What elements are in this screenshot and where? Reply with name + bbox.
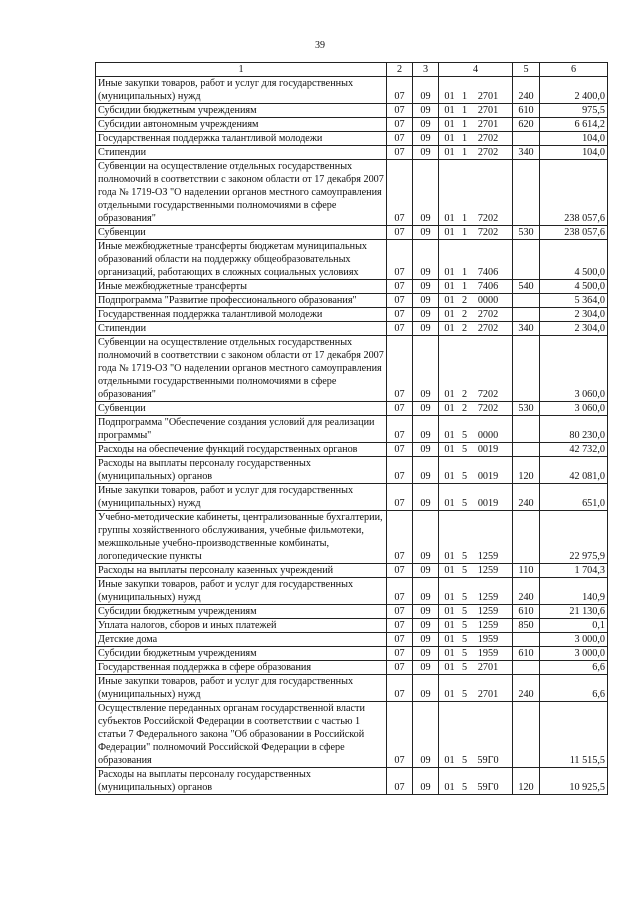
row-section: 07: [387, 104, 413, 118]
table-row: [96, 104, 608, 118]
row-amount: 21 130,6: [540, 605, 608, 619]
row-subsection: 09: [413, 280, 439, 294]
header-cell: 4: [439, 63, 513, 77]
code-program: 01: [444, 565, 455, 576]
code-direction: 1259: [477, 551, 499, 562]
header-cell: 5: [513, 63, 540, 77]
code-subprogram: 1: [461, 105, 468, 116]
row-section: 07: [387, 484, 413, 511]
row-amount: 42 732,0: [540, 443, 608, 457]
code-program: 01: [444, 498, 455, 509]
row-amount: 3 000,0: [540, 647, 608, 661]
row-expense-type: 850: [513, 619, 540, 633]
row-subsection: 09: [413, 294, 439, 308]
code-subprogram: 5: [461, 565, 468, 576]
row-name: Иные закупки товаров, работ и услуг для государственных (муниципальных) нужд: [96, 77, 387, 104]
row-expense-type: 340: [513, 146, 540, 160]
code-subprogram: 1: [461, 281, 468, 292]
code-direction: 0019: [477, 471, 499, 482]
code-program: 01: [444, 91, 455, 102]
table-row: [96, 511, 608, 564]
code-subprogram: 5: [461, 430, 468, 441]
row-subsection: 09: [413, 118, 439, 132]
row-target-code: [439, 605, 513, 619]
row-subsection: 09: [413, 104, 439, 118]
code-program: 01: [444, 471, 455, 482]
table-row: [96, 484, 608, 511]
row-name: Субвенции на осуществление отдельных государственных полномочий в соответствии с законом области от 17 декабря 2007 года № 1719-ОЗ "О наделении органов местного самоуправления отдельными государственными полномочиями в сфере образования": [96, 160, 387, 226]
table-row: [96, 118, 608, 132]
row-target-code: [439, 564, 513, 578]
code-program: 01: [444, 323, 455, 334]
row-expense-type: 340: [513, 322, 540, 336]
row-amount: 975,5: [540, 104, 608, 118]
table-row: [96, 661, 608, 675]
row-name: Субвенции: [96, 226, 387, 240]
table-row: [96, 132, 608, 146]
row-name: Стипендии: [96, 146, 387, 160]
code-subprogram: 1: [461, 133, 468, 144]
row-section: 07: [387, 633, 413, 647]
row-expense-type: 240: [513, 578, 540, 605]
row-subsection: 09: [413, 564, 439, 578]
row-name: Субсидии бюджетным учреждениям: [96, 605, 387, 619]
row-amount: 238 057,6: [540, 160, 608, 226]
code-program: 01: [444, 634, 455, 645]
row-target-code: [439, 146, 513, 160]
code-direction: 2702: [477, 147, 499, 158]
row-subsection: 09: [413, 160, 439, 226]
header-cell: 6: [540, 63, 608, 77]
row-subsection: 09: [413, 661, 439, 675]
row-amount: 4 500,0: [540, 280, 608, 294]
row-section: 07: [387, 675, 413, 702]
table-row: [96, 647, 608, 661]
row-name: Иные межбюджетные трансферты бюджетам муниципальных образований области на поддержку общеобразовательных организаций, работающих в сложных социальных условиях: [96, 240, 387, 280]
code-program: 01: [444, 662, 455, 673]
row-amount: 0,1: [540, 619, 608, 633]
header-cell: 2: [387, 63, 413, 77]
code-subprogram: 5: [461, 689, 468, 700]
code-program: 01: [444, 227, 455, 238]
row-section: 07: [387, 702, 413, 768]
row-subsection: 09: [413, 322, 439, 336]
code-program: 01: [444, 281, 455, 292]
code-subprogram: 5: [461, 662, 468, 673]
row-amount: 11 515,5: [540, 702, 608, 768]
row-target-code: [439, 457, 513, 484]
row-name: Государственная поддержка талантливой молодежи: [96, 132, 387, 146]
row-amount: 42 081,0: [540, 457, 608, 484]
row-target-code: [439, 226, 513, 240]
row-subsection: 09: [413, 77, 439, 104]
row-expense-type: [513, 416, 540, 443]
row-name: Иные межбюджетные трансферты: [96, 280, 387, 294]
code-subprogram: 5: [461, 606, 468, 617]
table-row: [96, 240, 608, 280]
code-direction: 7202: [477, 213, 499, 224]
row-expense-type: 120: [513, 768, 540, 795]
page-number: 39: [315, 40, 325, 51]
row-subsection: 09: [413, 416, 439, 443]
row-subsection: 09: [413, 308, 439, 322]
code-direction: 0019: [477, 498, 499, 509]
row-name: Расходы на выплаты персоналу государственных (муниципальных) органов: [96, 457, 387, 484]
code-program: 01: [444, 213, 455, 224]
code-direction: 0000: [477, 430, 499, 441]
code-program: 01: [444, 606, 455, 617]
row-amount: 4 500,0: [540, 240, 608, 280]
row-section: 07: [387, 280, 413, 294]
row-target-code: [439, 336, 513, 402]
row-target-code: [439, 322, 513, 336]
row-subsection: 09: [413, 647, 439, 661]
row-name: Подпрограмма "Развитие профессионального образования": [96, 294, 387, 308]
code-direction: 0000: [477, 295, 499, 306]
row-expense-type: 610: [513, 104, 540, 118]
code-subprogram: 5: [461, 648, 468, 659]
row-amount: 3 060,0: [540, 336, 608, 402]
code-direction: 1259: [477, 620, 499, 631]
code-direction: 1259: [477, 606, 499, 617]
table-row: [96, 416, 608, 443]
table-row: [96, 768, 608, 795]
row-target-code: [439, 578, 513, 605]
code-subprogram: 5: [461, 755, 468, 766]
row-expense-type: 530: [513, 226, 540, 240]
table-row: [96, 633, 608, 647]
row-expense-type: 540: [513, 280, 540, 294]
header-cell: 1: [96, 63, 387, 77]
row-target-code: [439, 132, 513, 146]
code-direction: 2701: [477, 119, 499, 130]
row-section: 07: [387, 402, 413, 416]
row-amount: 10 925,5: [540, 768, 608, 795]
code-direction: 1259: [477, 565, 499, 576]
code-program: 01: [444, 267, 455, 278]
row-name: Уплата налогов, сборов и иных платежей: [96, 619, 387, 633]
row-name: Иные закупки товаров, работ и услуг для государственных (муниципальных) нужд: [96, 578, 387, 605]
row-name: Иные закупки товаров, работ и услуг для государственных (муниципальных) нужд: [96, 484, 387, 511]
row-expense-type: 110: [513, 564, 540, 578]
code-direction: 2701: [477, 662, 499, 673]
row-name: Государственная поддержка талантливой молодежи: [96, 308, 387, 322]
row-target-code: [439, 240, 513, 280]
row-section: 07: [387, 322, 413, 336]
row-subsection: 09: [413, 633, 439, 647]
row-target-code: [439, 443, 513, 457]
row-expense-type: 530: [513, 402, 540, 416]
row-section: 07: [387, 308, 413, 322]
table-row: [96, 146, 608, 160]
code-program: 01: [444, 309, 455, 320]
header-row: [96, 63, 608, 77]
row-target-code: [439, 633, 513, 647]
row-section: 07: [387, 661, 413, 675]
code-subprogram: 5: [461, 471, 468, 482]
code-subprogram: 5: [461, 620, 468, 631]
row-target-code: [439, 280, 513, 294]
row-expense-type: [513, 511, 540, 564]
code-subprogram: 5: [461, 592, 468, 603]
budget-table: [95, 62, 608, 795]
row-amount: 2 400,0: [540, 77, 608, 104]
code-subprogram: 2: [461, 309, 468, 320]
row-expense-type: 120: [513, 457, 540, 484]
row-expense-type: [513, 308, 540, 322]
row-subsection: 09: [413, 484, 439, 511]
code-direction: 7406: [477, 281, 499, 292]
row-subsection: 09: [413, 457, 439, 484]
code-direction: 7406: [477, 267, 499, 278]
row-section: 07: [387, 457, 413, 484]
table-row: [96, 619, 608, 633]
row-expense-type: [513, 661, 540, 675]
row-target-code: [439, 511, 513, 564]
code-subprogram: 5: [461, 444, 468, 455]
code-subprogram: 2: [461, 323, 468, 334]
code-direction: 7202: [477, 403, 499, 414]
code-program: 01: [444, 119, 455, 130]
row-expense-type: 240: [513, 77, 540, 104]
table-row: [96, 336, 608, 402]
row-expense-type: [513, 336, 540, 402]
table-row: [96, 160, 608, 226]
row-name: Осуществление переданных органам государственной власти субъектов Российской Федерации в соответствии с частью 1 статьи 7 Федерального закона "Об образовании в Российской Федерации" полномочий Российской Федерации в сфере образования: [96, 702, 387, 768]
row-section: 07: [387, 146, 413, 160]
row-subsection: 09: [413, 240, 439, 280]
row-subsection: 09: [413, 226, 439, 240]
code-direction: 2702: [477, 309, 499, 320]
row-section: 07: [387, 443, 413, 457]
row-section: 07: [387, 294, 413, 308]
row-subsection: 09: [413, 336, 439, 402]
row-amount: 3 000,0: [540, 633, 608, 647]
row-name: Расходы на выплаты персоналу казенных учреждений: [96, 564, 387, 578]
row-target-code: [439, 768, 513, 795]
code-subprogram: 5: [461, 782, 468, 793]
code-program: 01: [444, 133, 455, 144]
code-program: 01: [444, 403, 455, 414]
row-target-code: [439, 118, 513, 132]
code-program: 01: [444, 689, 455, 700]
row-subsection: 09: [413, 578, 439, 605]
row-target-code: [439, 160, 513, 226]
row-amount: 6 614,2: [540, 118, 608, 132]
row-expense-type: [513, 240, 540, 280]
row-name: Субсидии бюджетным учреждениям: [96, 104, 387, 118]
row-section: 07: [387, 605, 413, 619]
code-subprogram: 2: [461, 403, 468, 414]
row-name: Субсидии бюджетным учреждениям: [96, 647, 387, 661]
code-program: 01: [444, 444, 455, 455]
row-section: 07: [387, 226, 413, 240]
row-amount: 104,0: [540, 146, 608, 160]
row-section: 07: [387, 118, 413, 132]
code-program: 01: [444, 295, 455, 306]
row-section: 07: [387, 416, 413, 443]
row-amount: 2 304,0: [540, 322, 608, 336]
table-row: [96, 280, 608, 294]
row-target-code: [439, 77, 513, 104]
row-target-code: [439, 619, 513, 633]
row-subsection: 09: [413, 443, 439, 457]
row-amount: 5 364,0: [540, 294, 608, 308]
row-name: Субвенции на осуществление отдельных государственных полномочий в соответствии с законом области от 17 декабря 2007 года № 1719-ОЗ "О наделении органов местного самоуправления отдельными государственными полномочиями в сфере образования": [96, 336, 387, 402]
table-row: [96, 457, 608, 484]
table-row: [96, 294, 608, 308]
code-program: 01: [444, 430, 455, 441]
row-name: Расходы на обеспечение функций государственных органов: [96, 443, 387, 457]
row-subsection: 09: [413, 768, 439, 795]
table-row: [96, 322, 608, 336]
code-subprogram: 1: [461, 119, 468, 130]
row-target-code: [439, 294, 513, 308]
row-name: Расходы на выплаты персоналу государственных (муниципальных) органов: [96, 768, 387, 795]
code-program: 01: [444, 105, 455, 116]
row-expense-type: [513, 294, 540, 308]
row-section: 07: [387, 160, 413, 226]
code-subprogram: 1: [461, 91, 468, 102]
code-program: 01: [444, 648, 455, 659]
row-amount: 140,9: [540, 578, 608, 605]
row-amount: 6,6: [540, 675, 608, 702]
code-subprogram: 1: [461, 267, 468, 278]
table-row: [96, 578, 608, 605]
code-subprogram: 2: [461, 389, 468, 400]
row-amount: 6,6: [540, 661, 608, 675]
code-direction: 2701: [477, 91, 499, 102]
row-section: 07: [387, 336, 413, 402]
code-program: 01: [444, 147, 455, 158]
table-row: [96, 402, 608, 416]
code-program: 01: [444, 782, 455, 793]
code-subprogram: 5: [461, 498, 468, 509]
row-name: Субвенции: [96, 402, 387, 416]
row-section: 07: [387, 768, 413, 795]
table-row: [96, 77, 608, 104]
row-amount: 238 057,6: [540, 226, 608, 240]
code-direction: 7202: [477, 389, 499, 400]
code-program: 01: [444, 620, 455, 631]
code-direction: 2701: [477, 105, 499, 116]
row-expense-type: 610: [513, 605, 540, 619]
table-row: [96, 605, 608, 619]
row-subsection: 09: [413, 132, 439, 146]
row-name: Субсидии автономным учреждениям: [96, 118, 387, 132]
row-expense-type: [513, 132, 540, 146]
row-expense-type: [513, 443, 540, 457]
row-amount: 3 060,0: [540, 402, 608, 416]
code-subprogram: 5: [461, 551, 468, 562]
row-expense-type: 240: [513, 484, 540, 511]
row-section: 07: [387, 647, 413, 661]
code-direction: 2702: [477, 133, 499, 144]
row-amount: 22 975,9: [540, 511, 608, 564]
row-section: 07: [387, 77, 413, 104]
code-subprogram: 1: [461, 213, 468, 224]
table-row: [96, 308, 608, 322]
row-expense-type: 610: [513, 647, 540, 661]
row-section: 07: [387, 619, 413, 633]
header-cell: 3: [413, 63, 439, 77]
table-row: [96, 702, 608, 768]
row-amount: 80 230,0: [540, 416, 608, 443]
row-expense-type: 240: [513, 675, 540, 702]
row-expense-type: [513, 702, 540, 768]
row-amount: 104,0: [540, 132, 608, 146]
code-subprogram: 1: [461, 147, 468, 158]
row-section: 07: [387, 564, 413, 578]
row-subsection: 09: [413, 702, 439, 768]
code-program: 01: [444, 389, 455, 400]
row-target-code: [439, 661, 513, 675]
code-program: 01: [444, 755, 455, 766]
row-amount: 651,0: [540, 484, 608, 511]
row-amount: 1 704,3: [540, 564, 608, 578]
row-section: 07: [387, 132, 413, 146]
table-row: [96, 226, 608, 240]
row-expense-type: 620: [513, 118, 540, 132]
row-target-code: [439, 675, 513, 702]
row-expense-type: [513, 160, 540, 226]
code-subprogram: 5: [461, 634, 468, 645]
code-direction: 2702: [477, 323, 499, 334]
row-target-code: [439, 484, 513, 511]
row-name: Учебно-методические кабинеты, централизованные бухгалтерии, группы хозяйственного обслуживания, учебные фильмотеки, межшкольные учебно-производственные комбинаты, логопедические пункты: [96, 511, 387, 564]
code-program: 01: [444, 592, 455, 603]
row-target-code: [439, 702, 513, 768]
code-direction: 0019: [477, 444, 499, 455]
code-direction: 1959: [477, 634, 499, 645]
row-name: Иные закупки товаров, работ и услуг для государственных (муниципальных) нужд: [96, 675, 387, 702]
code-direction: 59Г0: [477, 782, 499, 793]
code-program: 01: [444, 551, 455, 562]
code-direction: 7202: [477, 227, 499, 238]
code-direction: 1959: [477, 648, 499, 659]
row-name: Государственная поддержка в сфере образования: [96, 661, 387, 675]
row-target-code: [439, 416, 513, 443]
table-row: [96, 443, 608, 457]
row-name: Подпрограмма "Обеспечение создания условий для реализации программы": [96, 416, 387, 443]
table-row: [96, 564, 608, 578]
code-subprogram: 1: [461, 227, 468, 238]
row-section: 07: [387, 511, 413, 564]
row-section: 07: [387, 578, 413, 605]
table-row: [96, 675, 608, 702]
row-expense-type: [513, 633, 540, 647]
row-target-code: [439, 104, 513, 118]
row-target-code: [439, 402, 513, 416]
row-name: Стипендии: [96, 322, 387, 336]
code-direction: 1259: [477, 592, 499, 603]
code-direction: 2701: [477, 689, 499, 700]
row-subsection: 09: [413, 605, 439, 619]
row-subsection: 09: [413, 511, 439, 564]
row-subsection: 09: [413, 146, 439, 160]
code-subprogram: 2: [461, 295, 468, 306]
code-direction: 59Г0: [477, 755, 499, 766]
row-target-code: [439, 308, 513, 322]
row-subsection: 09: [413, 675, 439, 702]
row-subsection: 09: [413, 619, 439, 633]
row-name: Детские дома: [96, 633, 387, 647]
row-section: 07: [387, 240, 413, 280]
row-target-code: [439, 647, 513, 661]
row-amount: 2 304,0: [540, 308, 608, 322]
row-subsection: 09: [413, 402, 439, 416]
